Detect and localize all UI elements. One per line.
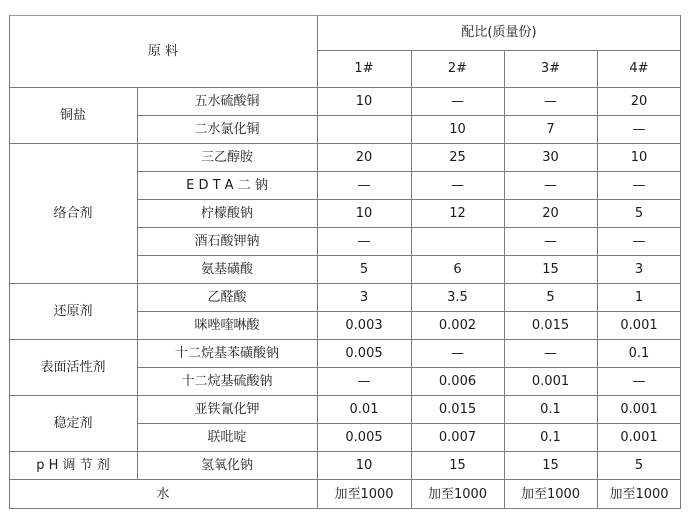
value-cell-3: 0.1 xyxy=(540,429,561,445)
value-cell-4: 3 xyxy=(634,261,644,277)
material-header: 原 料 xyxy=(147,43,179,59)
value-cell-3: 0.015 xyxy=(531,317,570,333)
value-cell-4: 10 xyxy=(630,149,648,165)
ingredient-name: 五水硫酸铜 xyxy=(194,93,260,109)
category-copper-salt: 铜盐 xyxy=(59,107,86,123)
value-cell-4: 5 xyxy=(634,205,644,221)
value-cell-3: 5 xyxy=(546,289,555,305)
ingredient-name: 氢氧化钠 xyxy=(200,457,253,473)
value-cell-3: — xyxy=(544,93,557,109)
value-cell-1: — xyxy=(357,177,371,193)
value-cell-2: 12 xyxy=(449,205,466,221)
category-surfactant: 表面活性剂 xyxy=(40,359,106,375)
value-cell-4: — xyxy=(632,177,646,193)
value-cell-4: 5 xyxy=(634,457,644,473)
water-label: 水 xyxy=(156,486,170,502)
ingredient-name: 酒石酸钾钠 xyxy=(194,233,260,249)
column-header-1: 1# xyxy=(354,61,374,76)
water-value-1: 加至1000 xyxy=(334,486,394,502)
ingredient-name: 三乙醇胺 xyxy=(200,149,253,165)
ingredient-name: 十二烷基苯磺酸钠 xyxy=(174,345,279,361)
ingredient-name: 联吡啶 xyxy=(207,429,247,445)
value-cell-3: — xyxy=(544,233,557,249)
value-cell-2: 25 xyxy=(449,149,466,165)
value-cell-3: — xyxy=(544,345,557,361)
value-cell-3: 7 xyxy=(546,121,555,137)
water-value-3: 加至1000 xyxy=(520,486,581,502)
ratio-header: 配比(质量份) xyxy=(461,25,537,40)
value-cell-3: 30 xyxy=(542,149,559,165)
value-cell-4: — xyxy=(632,121,646,137)
value-cell-1: — xyxy=(357,233,371,249)
value-cell-2: — xyxy=(451,177,464,193)
water-value-2: 加至1000 xyxy=(427,486,488,502)
category-ph-regulator: p H 调 节 剂 xyxy=(36,457,110,473)
value-cell-4: 0.1 xyxy=(628,345,650,361)
value-cell-1: 3 xyxy=(359,289,369,305)
value-cell-2: 0.015 xyxy=(438,401,477,417)
value-cell-4: 20 xyxy=(630,93,648,109)
value-cell-3: — xyxy=(544,177,557,193)
value-cell-2: 0.007 xyxy=(438,429,477,445)
value-cell-2: — xyxy=(451,345,464,361)
ingredient-name: 十二烷基硫酸钠 xyxy=(181,373,273,389)
column-header-3: 3# xyxy=(540,61,561,76)
value-cell-2: 6 xyxy=(453,261,462,277)
value-cell-4: 1 xyxy=(634,289,644,305)
category-stabilizer: 稳定剂 xyxy=(53,415,93,431)
water-value-4: 加至1000 xyxy=(609,486,669,502)
value-cell-1: 0.005 xyxy=(345,345,383,361)
value-cell-1: 0.01 xyxy=(349,401,379,417)
value-cell-2: 0.002 xyxy=(438,317,477,333)
value-cell-2: 0.006 xyxy=(438,373,477,389)
value-cell-1: 10 xyxy=(355,93,373,109)
ingredient-name: 氨基磺酸 xyxy=(200,261,253,277)
value-cell-3: 0.1 xyxy=(540,401,561,417)
value-cell-4: 0.001 xyxy=(620,429,658,445)
value-cell-2 xyxy=(411,227,504,255)
value-cell-3: 15 xyxy=(542,457,559,473)
value-cell-3: 20 xyxy=(542,205,559,221)
ingredient-name: 咪唑喹啉酸 xyxy=(194,317,260,333)
value-cell-4: — xyxy=(632,233,646,249)
column-header-4: 4# xyxy=(629,61,649,76)
value-cell-4: — xyxy=(632,373,646,389)
ingredient-name: 乙醛酸 xyxy=(207,289,247,305)
column-header-2: 2# xyxy=(447,61,468,76)
value-cell-3: 0.001 xyxy=(531,373,570,389)
value-cell-1: 0.003 xyxy=(345,317,383,333)
value-cell-1: 0.005 xyxy=(345,429,383,445)
value-cell-1: 10 xyxy=(355,457,373,473)
ingredient-name: 柠檬酸钠 xyxy=(200,205,253,221)
ingredient-name: E D T A 二 钠 xyxy=(186,177,268,193)
category-reducing-agent: 还原剂 xyxy=(53,303,93,319)
ingredient-name: 亚铁氰化钾 xyxy=(194,401,260,417)
value-cell-1 xyxy=(317,115,411,143)
value-cell-4: 0.001 xyxy=(620,401,658,417)
value-cell-1: — xyxy=(357,373,371,389)
value-cell-4: 0.001 xyxy=(620,317,658,333)
value-cell-1: 5 xyxy=(359,261,369,277)
value-cell-2: 3.5 xyxy=(447,289,468,305)
ingredient-name: 二水氯化铜 xyxy=(194,121,260,137)
value-cell-1: 10 xyxy=(355,205,373,221)
value-cell-1: 20 xyxy=(355,149,373,165)
category-complexing-agent: 络合剂 xyxy=(53,205,93,221)
value-cell-2: — xyxy=(451,93,464,109)
value-cell-2: 15 xyxy=(449,457,466,473)
value-cell-2: 10 xyxy=(449,121,466,137)
value-cell-3: 15 xyxy=(542,261,559,277)
